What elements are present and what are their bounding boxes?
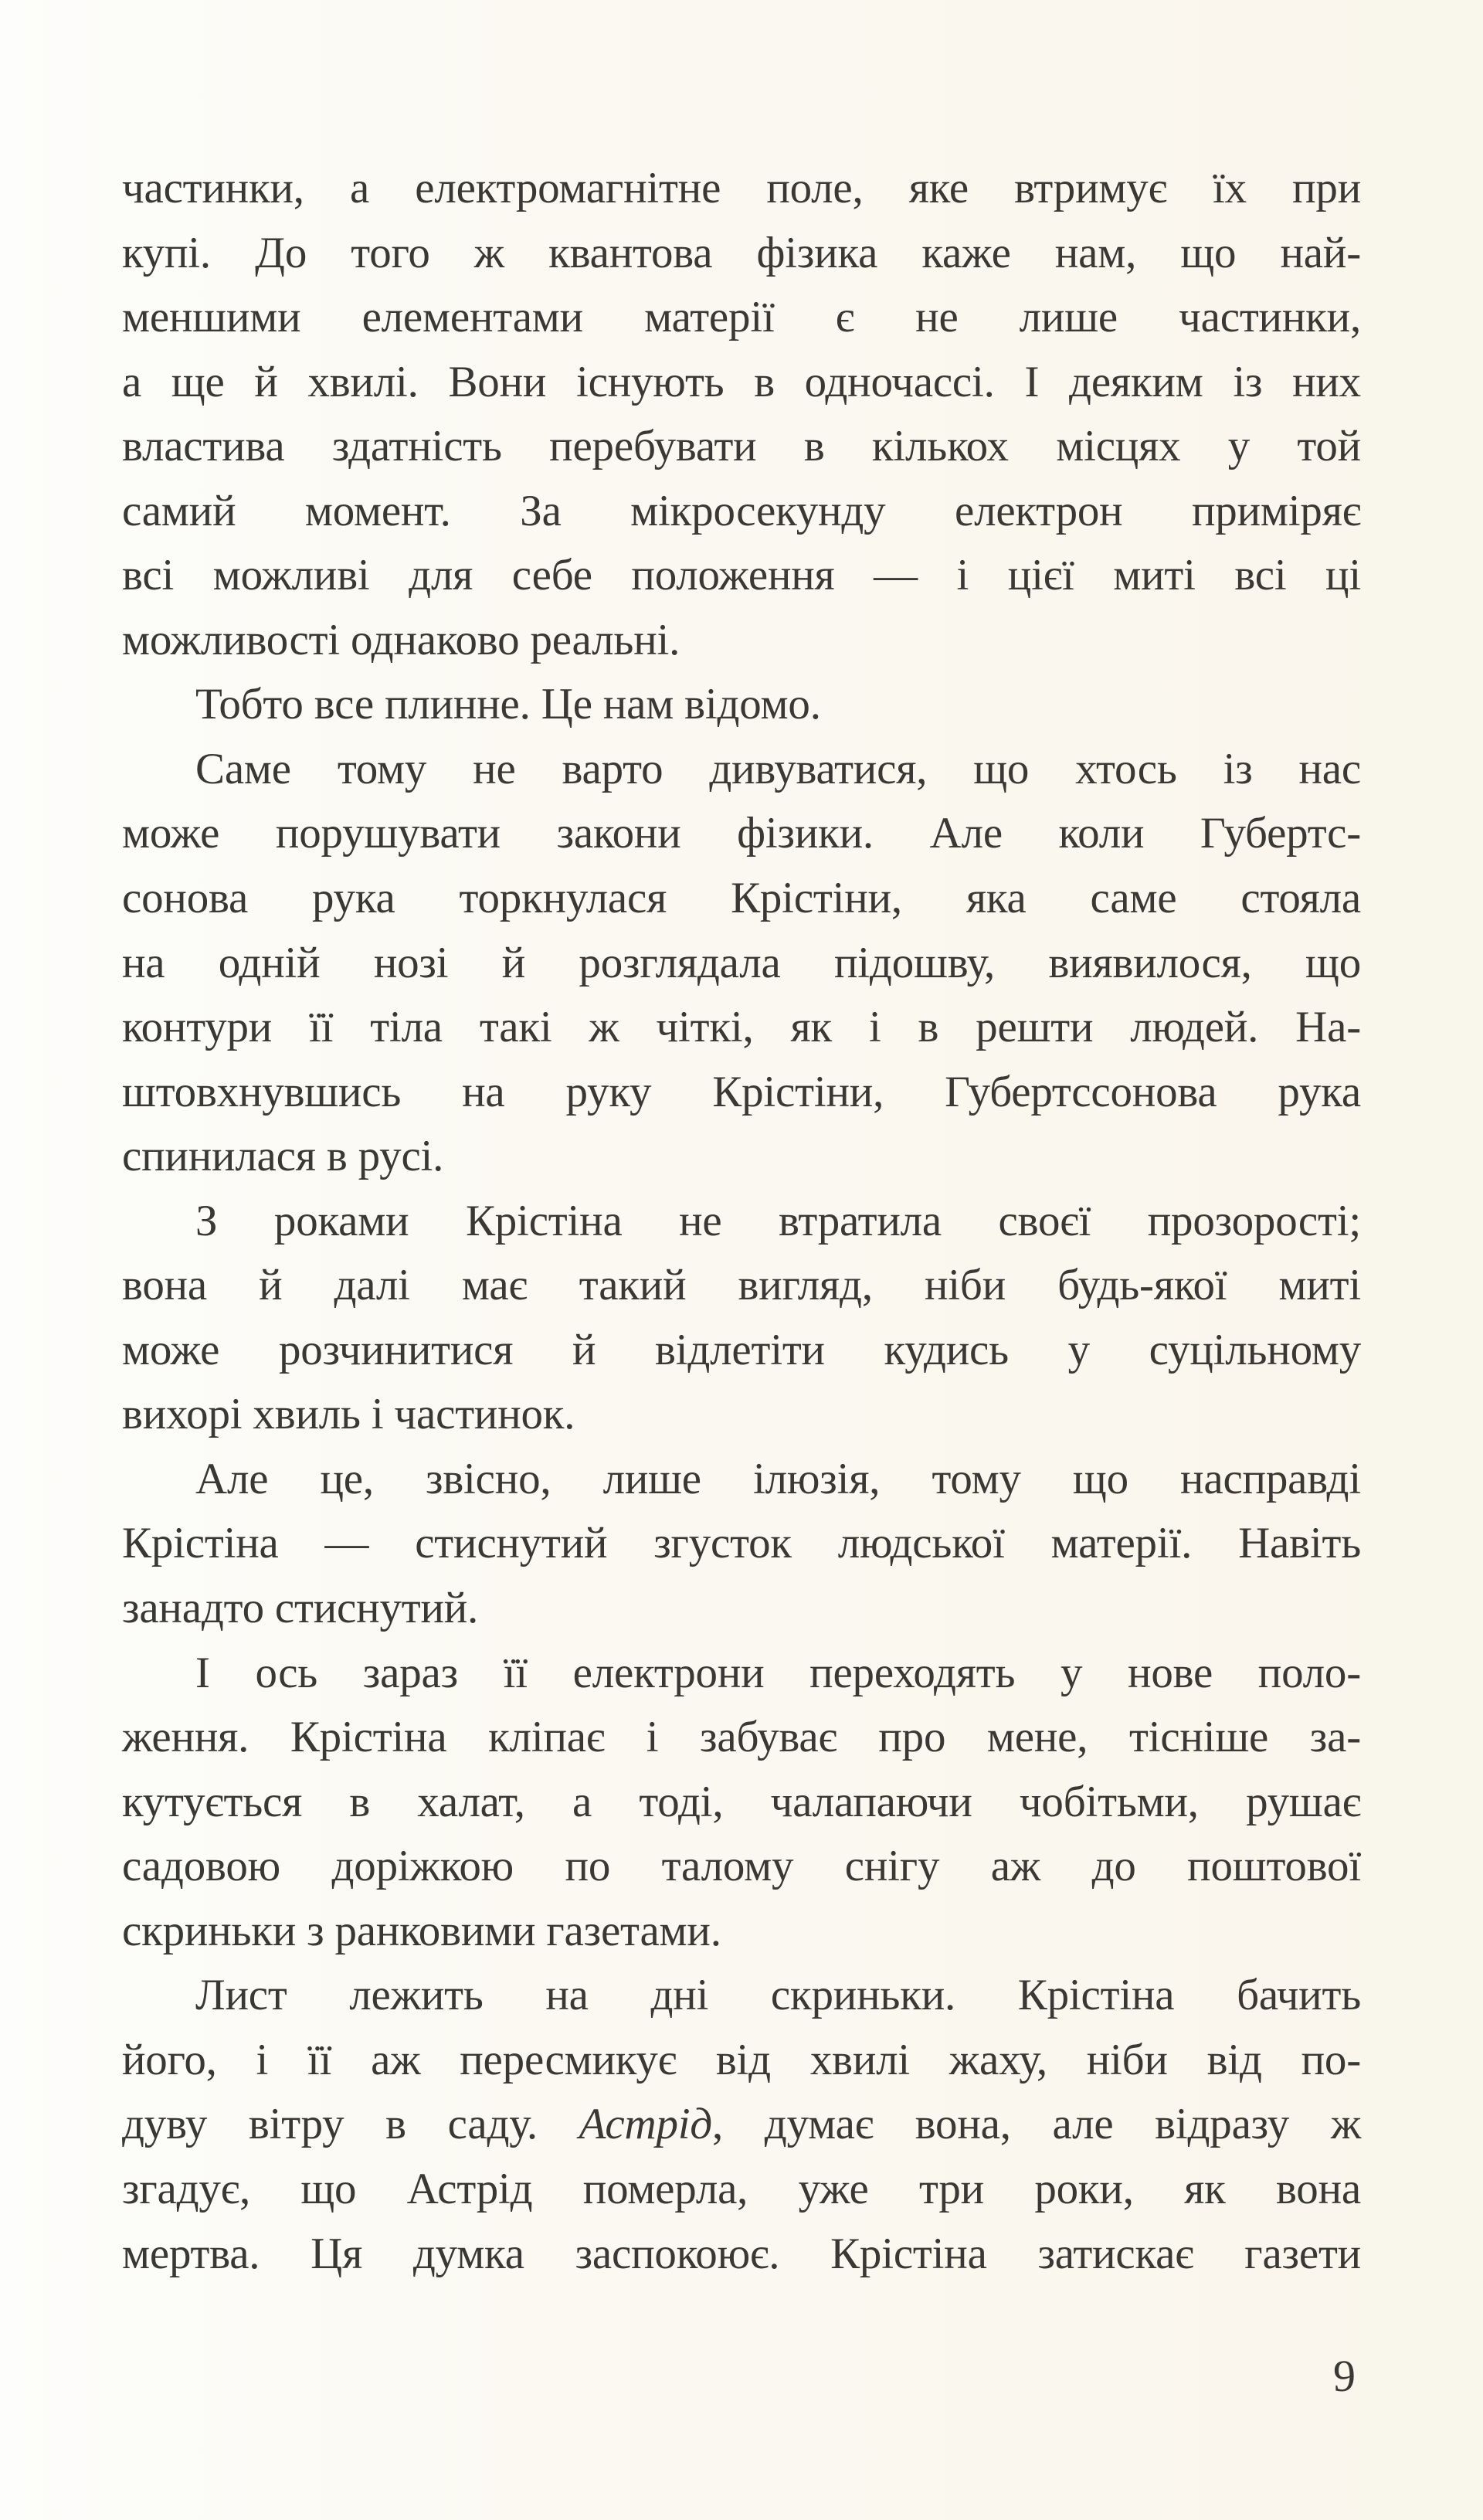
paragraph	[122, 156, 1361, 672]
text-line: мертва. Ця думка заспокоює. Крістіна затискає газети	[122, 2229, 1361, 2278]
page-number: 9	[1333, 2351, 1356, 2401]
text-line: може порушувати закони фізики. Але коли Губертс-	[122, 809, 1361, 858]
text-line: спинилася в русі.	[122, 1132, 444, 1181]
text-run: дуву вітру в саду.	[122, 2100, 579, 2149]
text-line: контури її тіла такі ж чіткі, як і в решти людей. На-	[122, 1003, 1361, 1052]
paragraph	[122, 1447, 1361, 1641]
text-line: Але це, звісно, лише ілюзія, тому що насправді	[195, 1454, 1361, 1503]
text-line: купі. До того ж квантова фізика каже нам, що най-	[122, 228, 1361, 277]
text-line	[122, 2092, 1361, 2157]
text-line: на одній нозі й розглядала підошву, виявилося, що	[122, 938, 1361, 987]
text-line: Лист лежить на дні скриньки. Крістіна бачить	[195, 1971, 1361, 2020]
text-line: згадує, що Астрід померла, уже три роки, як вона	[122, 2164, 1361, 2213]
text-line: Крістіна — стиснутий згусток людської матерії. Навіть	[122, 1519, 1361, 1568]
text-line: І ось зараз її електрони переходять у нове поло-	[195, 1648, 1361, 1697]
paragraph	[122, 737, 1361, 1189]
text-line: вона й далі має такий вигляд, ніби будь-якої миті	[122, 1261, 1361, 1310]
paragraph	[122, 1189, 1361, 1447]
text-line: садовою доріжкою по талому снігу аж до поштової	[122, 1842, 1361, 1891]
text-run: , думає вона, але відразу ж	[712, 2100, 1361, 2149]
text-line: вихорі хвиль і частинок.	[122, 1390, 575, 1439]
body-text	[122, 156, 1361, 2286]
text-line: частинки, а електромагнітне поле, яке втримує їх при	[122, 164, 1361, 212]
text-line: скриньки з ранковими газетами.	[122, 1906, 721, 1955]
text-line: занадто стиснутий.	[122, 1584, 479, 1633]
italic-name: Астрід	[579, 2100, 713, 2149]
text-line: його, і її аж пересмикує від хвилі жаху, ніби від по-	[122, 2035, 1361, 2084]
text-line: кутується в халат, а тоді, чалапаючи чобітьми, рушає	[122, 1777, 1361, 1826]
text-line: самий момент. За мікросекунду електрон приміряє	[122, 486, 1361, 535]
text-line: ження. Крістіна кліпає і забуває про мене, тісніше за-	[122, 1713, 1361, 1762]
text-line: З роками Крістіна не втратила своєї прозорості;	[195, 1196, 1361, 1245]
text-line: може розчинитися й відлетіти кудись у суцільному	[122, 1325, 1361, 1374]
text-line: Тобто все плинне. Це нам відомо.	[195, 680, 821, 729]
text-line: штовхнувшись на руку Крістіни, Губертссонова рука	[122, 1067, 1361, 1116]
text-line: меншими елементами матерії є не лише частинки,	[122, 293, 1361, 342]
text-line: можливості однаково реальні.	[122, 615, 680, 664]
text-line: всі можливі для себе положення — і цієї миті всі ці	[122, 551, 1361, 600]
text-line: Саме тому не варто дивуватися, що хтось із нас	[195, 744, 1361, 793]
text-line: властива здатність перебувати в кількох місцях у той	[122, 422, 1361, 471]
text-line: сонова рука торкнулася Крістіни, яка саме стояла	[122, 874, 1361, 923]
paragraph	[122, 1641, 1361, 1964]
paragraph	[122, 1963, 1361, 2286]
text-line: а ще й хвилі. Вони існують в одночассі. І деяким із них	[122, 357, 1361, 406]
paragraph	[122, 672, 1361, 737]
